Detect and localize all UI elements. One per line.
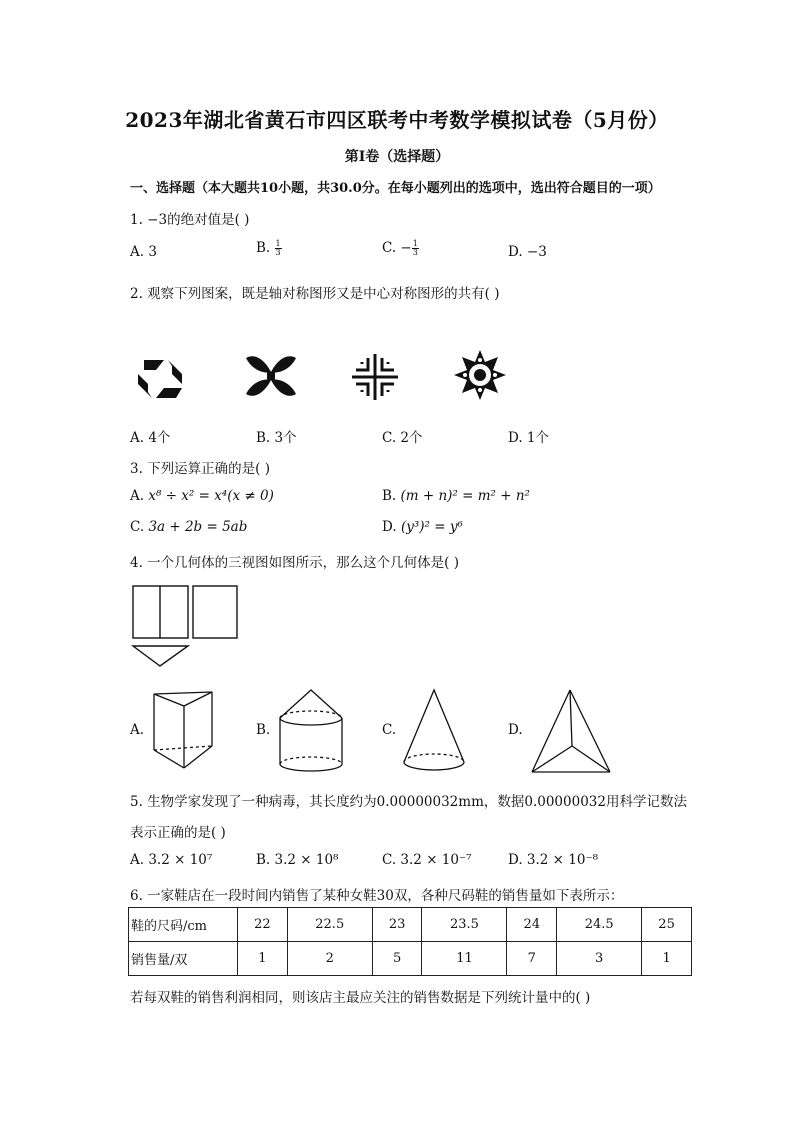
triangular-prism-icon [150, 688, 216, 774]
table-cell: 3 [557, 942, 642, 976]
table-cell: 7 [507, 942, 557, 976]
question-4-stem: 4. 一个几何体的三视图如图所示，那么这个几何体是( ) [130, 555, 459, 571]
section-heading: 一、选择题（本大题共10小题，共30.0分。在每小题列出的选项中，选出符合题目的一项） [130, 181, 661, 196]
page-title: 2023年湖北省黄石市四区联考中考数学模拟试卷（5月份） [125, 108, 669, 132]
question-5-option-a: A. 3.2 × 10⁷ [130, 852, 213, 868]
option-b-label: B. [382, 488, 397, 504]
table-row-label: 鞋的尺码/cm [129, 908, 238, 942]
question-5-stem-line1: 5. 生物学家发现了一种病毒，其长度约为0.00000032mm，数据0.00000032用科学记数法 [130, 794, 687, 810]
question-5-option-c: C. 3.2 × 10⁻⁷ [382, 852, 472, 868]
table-cell: 23 [372, 908, 422, 942]
question-2-option-d: D. 1个 [508, 430, 550, 446]
fraction-numerator: 1 [275, 239, 281, 248]
table-cell: 2 [287, 942, 372, 976]
question-3-stem: 3. 下列运算正确的是( ) [130, 461, 270, 477]
table-cell: 22 [238, 908, 288, 942]
option-b-label: B. [256, 240, 271, 256]
option-d-expression: (y³)² = y⁶ [400, 519, 463, 535]
figure-cross-pattern-icon [348, 352, 402, 402]
table-cell: 25 [642, 908, 692, 942]
table-cell: 1 [238, 942, 288, 976]
option-a-expression: x⁸ ÷ x² = x⁴(x ≠ 0) [148, 488, 274, 504]
question-4-option-b: B. [256, 722, 271, 738]
question-4-option-c: C. [382, 722, 397, 738]
three-view-drawing [130, 584, 242, 670]
question-1-stem: 1. −3的绝对值是( ) [130, 212, 250, 228]
question-2-stem: 2. 观察下列图案，既是轴对称图形又是中心对称图形的共有( ) [130, 286, 500, 302]
figure-square-swirl-icon [134, 356, 186, 402]
question-5-stem-line2: 表示正确的是( ) [130, 825, 226, 841]
fraction-one-third [275, 240, 282, 257]
option-c-label: C. − [382, 240, 412, 256]
table-row [129, 942, 692, 976]
option-a-label: A. [130, 488, 145, 504]
cone-on-cylinder-icon [276, 688, 346, 776]
option-c-expression: 3a + 2b = 5ab [148, 519, 248, 535]
question-4-option-a: A. [130, 722, 145, 738]
cone-icon [400, 686, 468, 778]
table-row [129, 908, 692, 942]
question-2-option-a: A. 4个 [130, 430, 171, 446]
figure-star-flower-icon [452, 348, 508, 402]
question-1-option-a: A. 3 [130, 244, 157, 260]
question-5-option-b: B. 3.2 × 10⁸ [256, 852, 339, 868]
question-3-option-b [382, 488, 530, 504]
fraction-numerator: 1 [412, 239, 418, 248]
triangular-pyramid-icon [528, 686, 614, 778]
question-1-option-c [382, 240, 419, 257]
question-6-stem: 6. 一家鞋店在一段时间内销售了某种女鞋30双，各种尺码鞋的销售量如下表所示： [130, 888, 624, 904]
table-cell: 5 [372, 942, 422, 976]
option-c-label: C. [130, 519, 145, 535]
table-cell: 11 [422, 942, 507, 976]
fraction-one-third [412, 240, 419, 257]
shoe-sales-table [128, 907, 692, 976]
table-cell: 24 [507, 908, 557, 942]
table-cell: 22.5 [287, 908, 372, 942]
question-4-option-d: D. [508, 722, 523, 738]
table-row-label: 销售量/双 [129, 942, 238, 976]
question-1-option-b [256, 240, 282, 257]
fraction-denominator: 3 [412, 248, 418, 257]
option-b-expression: (m + n)² = m² + n² [400, 488, 530, 504]
table-cell: 24.5 [557, 908, 642, 942]
figure-bowtie-knot-icon [242, 350, 300, 402]
table-cell: 23.5 [422, 908, 507, 942]
question-3-option-d [382, 519, 463, 535]
question-3-option-c [130, 519, 247, 535]
question-5-option-d: D. 3.2 × 10⁻⁸ [508, 852, 599, 868]
option-d-label: D. [382, 519, 397, 535]
question-1-option-d: D. −3 [508, 244, 547, 260]
question-6-follow-text: 若每双鞋的销售利润相同，则该店主最应关注的销售数据是下列统计量中的( ) [130, 990, 591, 1006]
fraction-denominator: 3 [275, 248, 281, 257]
table-cell: 1 [642, 942, 692, 976]
question-2-option-b: B. 3个 [256, 430, 297, 446]
page-subtitle: 第I卷（选择题） [344, 149, 450, 165]
question-3-option-a [130, 488, 274, 504]
question-2-option-c: C. 2个 [382, 430, 423, 446]
